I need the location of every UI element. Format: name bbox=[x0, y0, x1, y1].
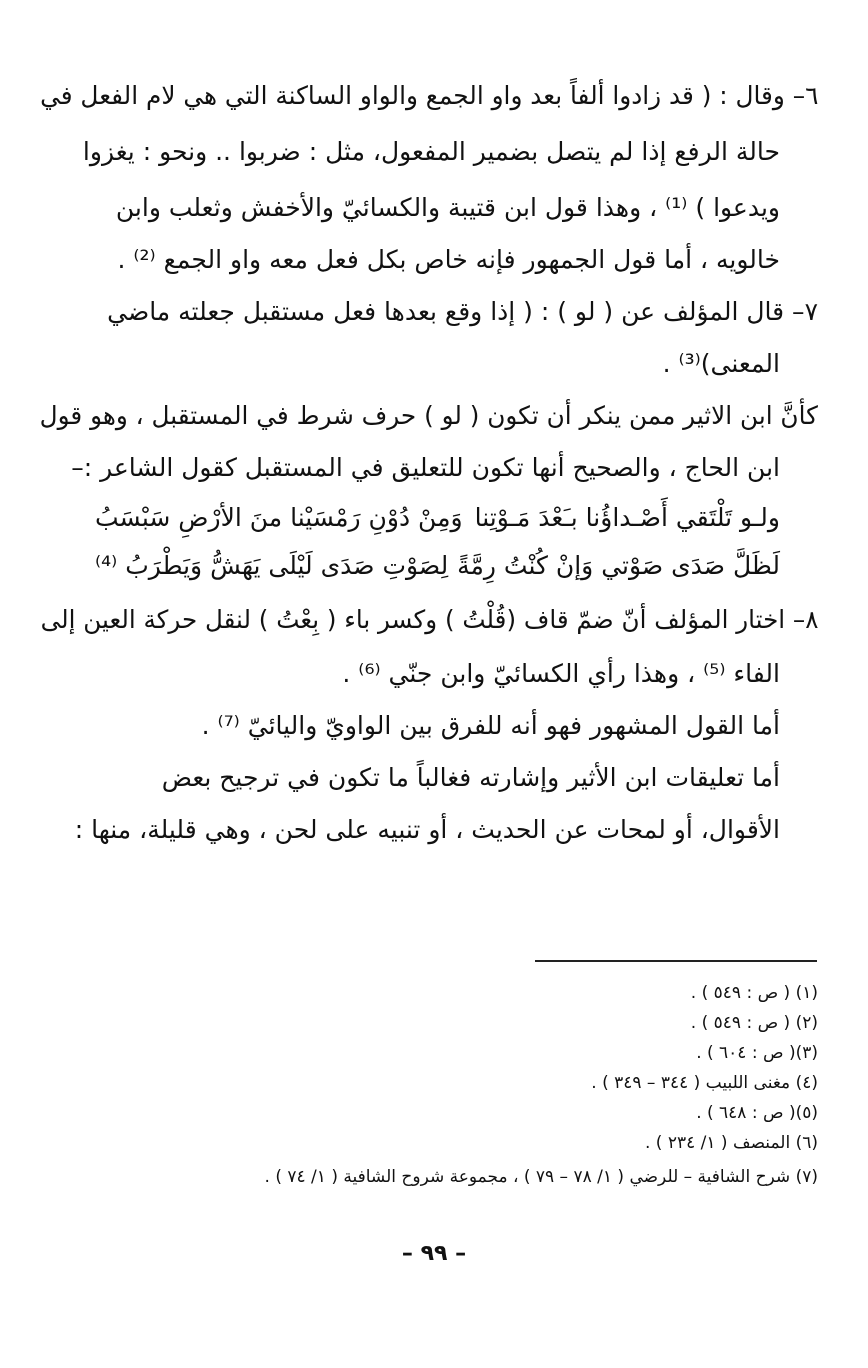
paragraph-8-line-3: أما القول المشهور فهو أنه للفرق بين الواويّ واليائيّ ⁽⁷⁾ . bbox=[201, 711, 780, 740]
verse-2-second-hemistich: لِصَوْتِ صَدَى لَيْلَى يَهَشُّ وَيَطْرَبُ ⁽⁴⁾ bbox=[95, 551, 449, 580]
closing-paragraph-line-2: الأقوال، أو لمحات عن الحديث ، أو تنبيه على لحن ، وهي قليلة، منها : bbox=[74, 815, 780, 844]
verse-1-first-hemistich: ولـو تَلْتَقي أَصْـداؤُنا بـَعْدَ مَـوْتِنا bbox=[474, 503, 780, 532]
paragraph-7-line-1: ٧– قال المؤلف عن ( لو ) : ( إذا وقع بعدها فعل مستقبل جعلته ماضي bbox=[107, 297, 818, 326]
footnote-divider bbox=[535, 960, 817, 962]
commentary-line-2: ابن الحاج ، والصحيح أنها تكون للتعليق في المستقبل كقول الشاعر :– bbox=[71, 453, 780, 482]
paragraph-6-line-4: خالويه ، أما قول الجمهور فإنه خاص بكل فعل معه واو الجمع ⁽²⁾ . bbox=[117, 245, 780, 274]
commentary-line-1: كأنَّ ابن الاثير ممن ينكر أن تكون ( لو ) حرف شرط في المستقبل ، وهو قول bbox=[39, 401, 818, 430]
footnote-7: (٧) شرح الشافية – للرضي ( ١/ ٧٨ – ٧٩ ) ، مجموعة شروح الشافية ( ١/ ٧٤ ) . bbox=[264, 1167, 818, 1187]
paragraph-8-line-1: ٨– اختار المؤلف أنّ ضمّ قاف (قُلْتُ ) وكسر باء ( بِعْتُ ) لنقل حركة العين إلى bbox=[40, 605, 818, 634]
paragraph-7-line-2: المعنى)⁽³⁾ . bbox=[662, 349, 780, 378]
paragraph-6-line-1: ٦– وقال : ( قد زادوا ألفاً بعد واو الجمع والواو الساكنة التي هي لام الفعل في bbox=[39, 81, 818, 110]
footnote-6: (٦) المنصف ( ١/ ٢٣٤ ) . bbox=[645, 1133, 818, 1153]
footnote-4: (٤) مغنى اللبيب ( ٣٤٤ – ٣٤٩ ) . bbox=[591, 1073, 818, 1093]
page-number: – ٩٩ – bbox=[401, 1241, 467, 1266]
closing-paragraph-line-1: أما تعليقات ابن الأثير وإشارته فغالباً ما تكون في ترجيح بعض bbox=[161, 763, 780, 792]
paragraph-6-line-3: ويدعوا ) ⁽¹⁾ ، وهذا قول ابن قتيبة والكسائيّ والأخفش وثعلب وابن bbox=[115, 193, 780, 222]
footnote-3: (٣)( ص : ٦٠٤ ) . bbox=[696, 1043, 818, 1063]
footnote-2: (٢) ( ص : ٥٤٩ ) . bbox=[690, 1013, 818, 1033]
paragraph-8-line-2: الفاء ⁽⁵⁾ ، وهذا رأي الكسائيّ وابن جنّي ⁽⁶⁾ . bbox=[342, 659, 780, 688]
verse-2-first-hemistich: لَظَلَّ صَدَى صَوْتي وَإنْ كُنْتُ رِمَّةً bbox=[457, 551, 780, 580]
paragraph-6-line-2: حالة الرفع إذا لم يتصل بضمير المفعول، مثل : ضربوا .. ونحو : يغزوا bbox=[82, 137, 780, 166]
footnote-5: (٥)( ص : ٦٤٨ ) . bbox=[696, 1103, 818, 1123]
footnote-1: (١) ( ص : ٥٤٩ ) . bbox=[690, 983, 818, 1003]
verse-1-second-hemistich: وَمِنْ دُوْنِ رَمْسَيْنا منَ الأرْضِ سَبْسَبُ bbox=[95, 503, 463, 532]
